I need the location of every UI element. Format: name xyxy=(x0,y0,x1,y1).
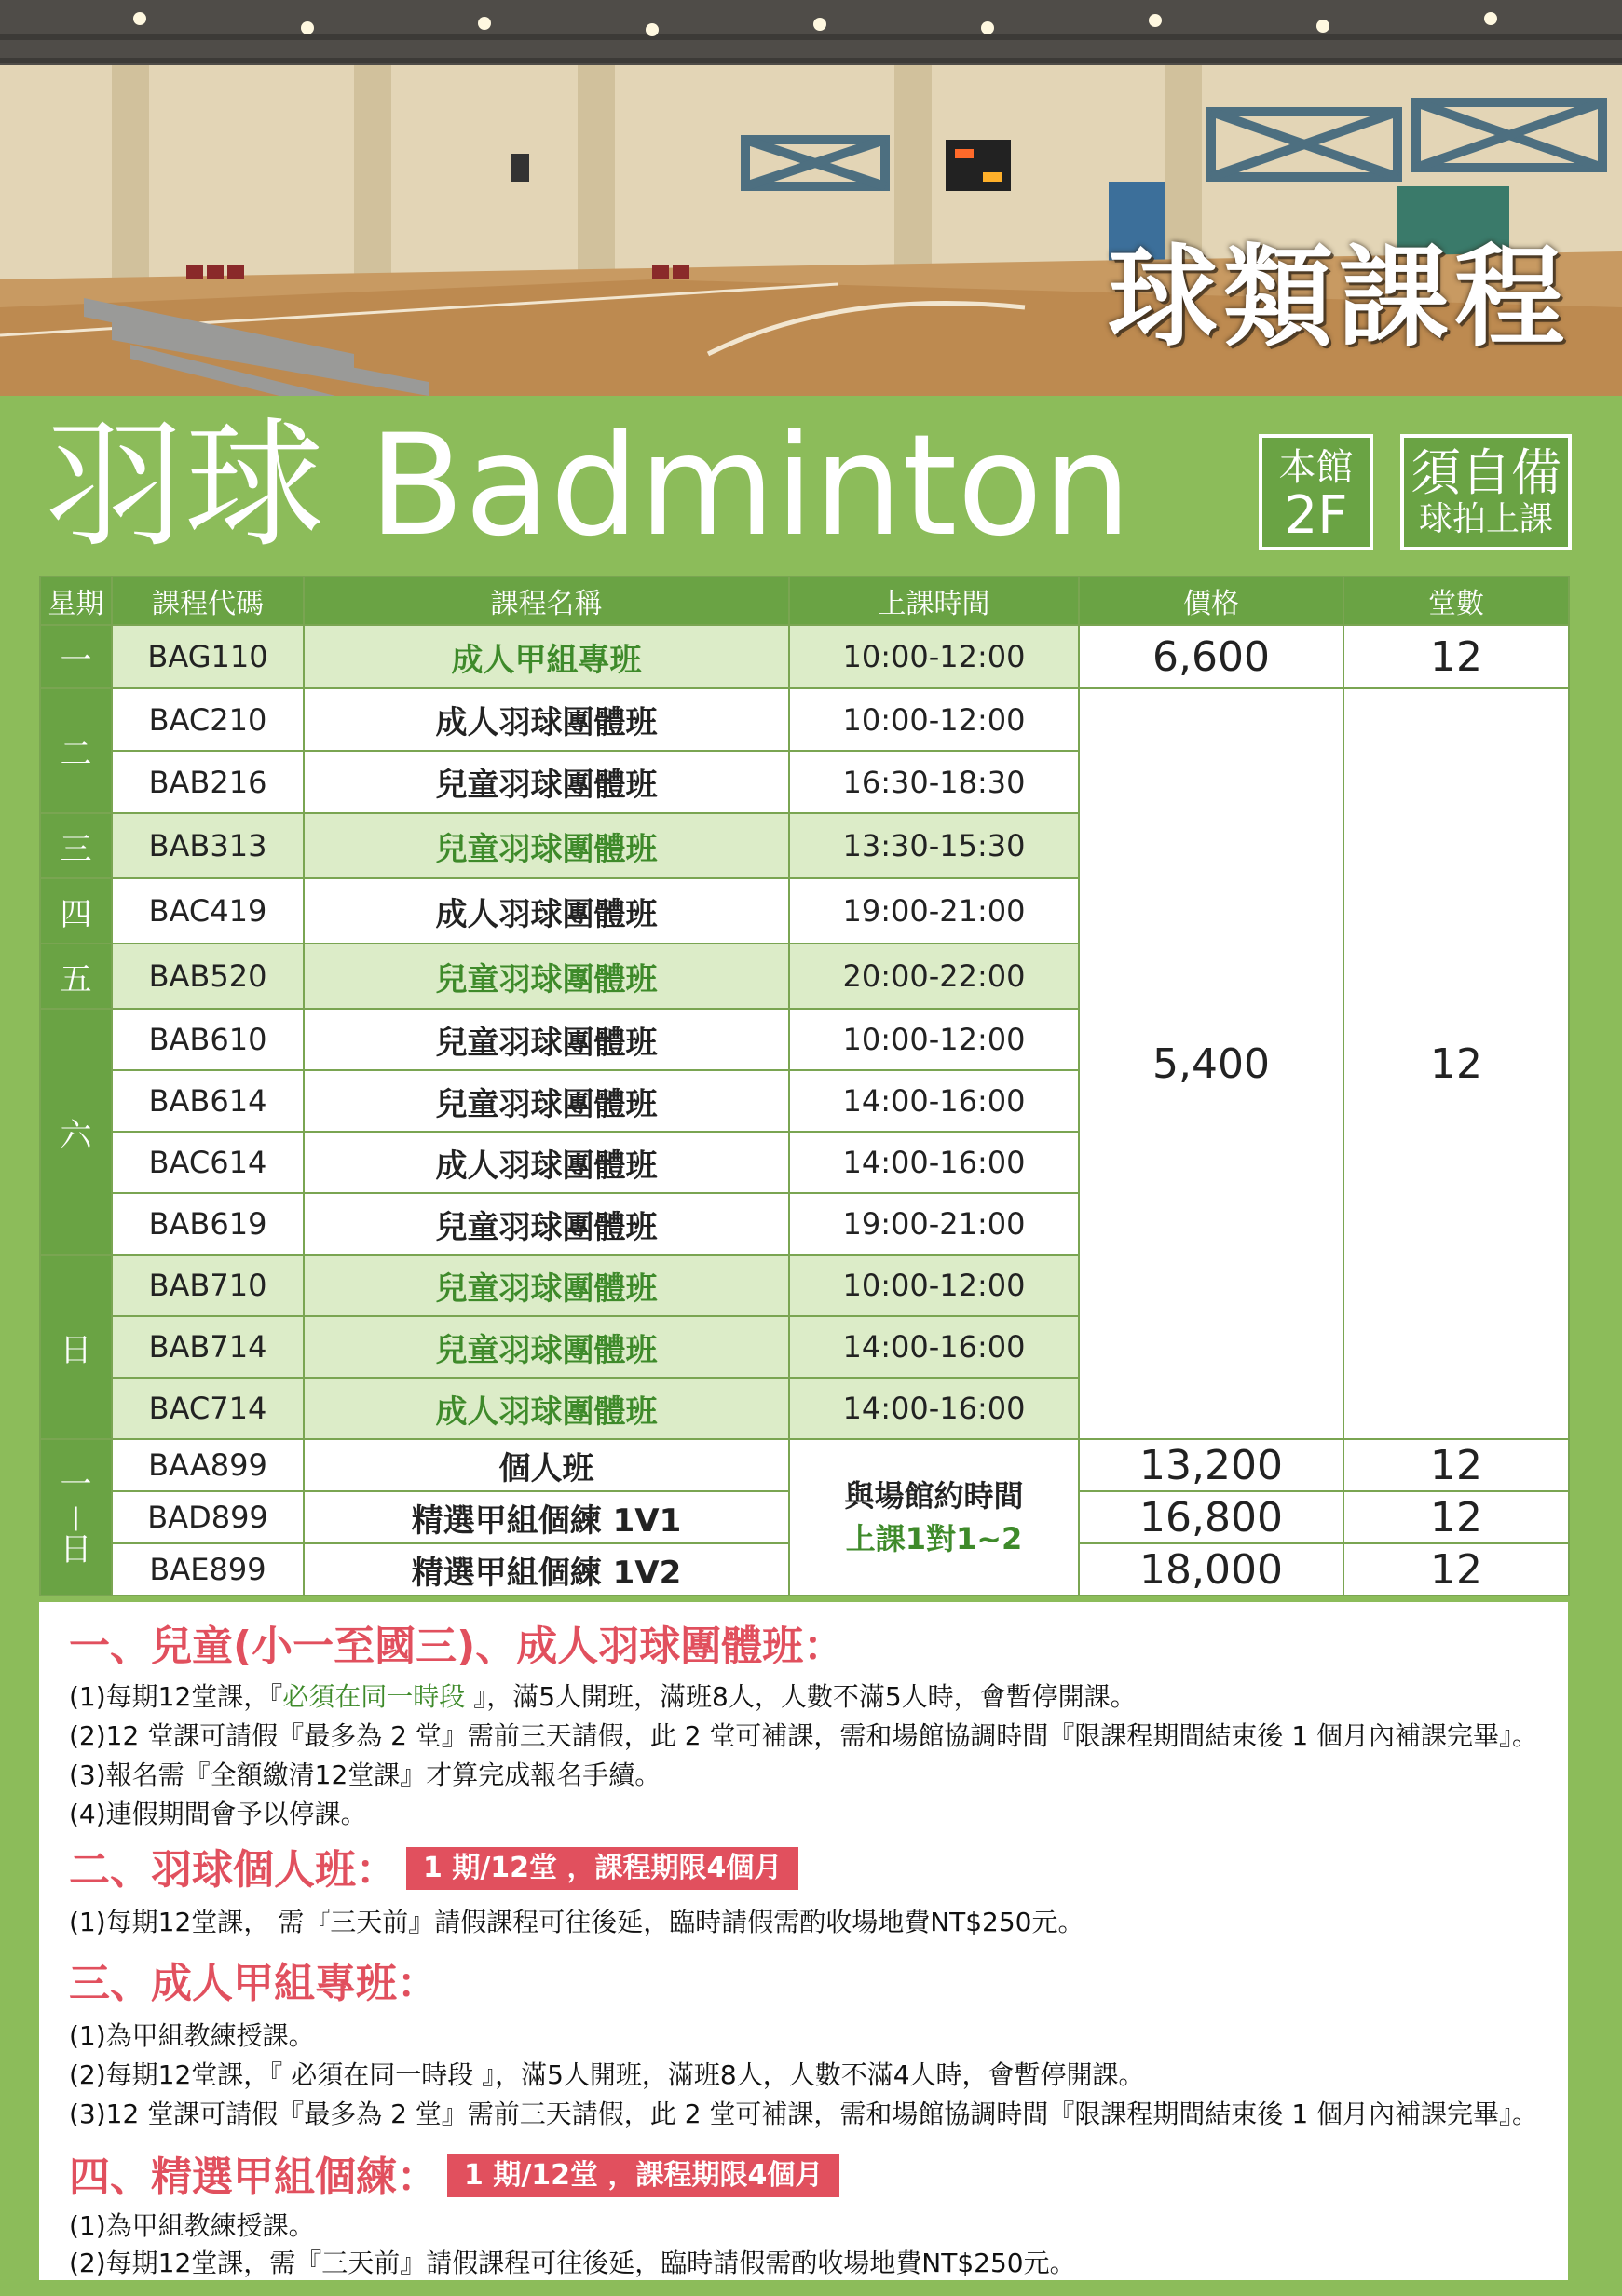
racket-tag xyxy=(1400,434,1572,550)
day-cell-sat: 六 xyxy=(40,1009,112,1255)
schedule-table xyxy=(39,576,1570,1596)
notes-s4-item2: (2)每期12堂課，需『三天前』請假課程可往後延，臨時請假需酌收場地費NT$250元。 xyxy=(69,2248,1076,2278)
notes-s1-item4: (4)連假期間會予以停課。 xyxy=(69,1799,367,1829)
notes-s1-title: 一、兒童(小一至國三)、成人羽球團體班： xyxy=(69,1623,845,1670)
course-name: 兒童羽球團體班 xyxy=(304,1193,789,1255)
course-code: BAC714 xyxy=(112,1378,304,1439)
notes-s1-item2: (2)12 堂課可請假『最多為 2 堂』需前三天請假，此 2 堂可補課，需和場館協調時間『限課程期間結束後 1 個月內補課完畢』。 xyxy=(69,1720,1539,1751)
notes-s1-item1 xyxy=(69,1678,1137,1716)
notes-s2-badge: 1 期/12堂 ，課程期限4個月 xyxy=(406,1847,798,1890)
day-cell-thu: 四 xyxy=(40,878,112,944)
notes-s2-item1: (1)每期12堂課， 需『三天前』請假課程可往後延，臨時請假需酌收場地費NT$250元。 xyxy=(69,1907,1084,1937)
notes-section xyxy=(39,1602,1568,2280)
header-time: 上課時間 xyxy=(789,577,1079,625)
course-time: 10:00-12:00 xyxy=(789,1009,1079,1070)
group-price: 5,400 xyxy=(1079,688,1343,1439)
header-day: 星期 xyxy=(40,577,112,625)
floor-tag xyxy=(1259,434,1373,550)
table-row xyxy=(40,625,1569,688)
course-code: BAC210 xyxy=(112,688,304,751)
racket-tag-line1: 須自備 xyxy=(1411,443,1561,502)
racket-tag-line2: 球拍上課 xyxy=(1418,500,1553,538)
course-time: 10:00-12:00 xyxy=(789,625,1079,688)
notes-s3-item3: (3)12 堂課可請假『最多為 2 堂』需前三天請假，此 2 堂可補課，需和場館協調時間『限課程期間結束後 1 個月內補課完畢』。 xyxy=(69,2099,1539,2129)
notes-s1-item3: (3)報名需『全額繳清12堂課』才算完成報名手續。 xyxy=(69,1759,661,1790)
course-time: 10:00-12:00 xyxy=(789,1255,1079,1316)
course-name: 成人羽球團體班 xyxy=(304,1378,789,1439)
course-name: 兒童羽球團體班 xyxy=(304,1316,789,1378)
notes-s4-badge: 1 期/12堂 ，課程期限4個月 xyxy=(447,2154,839,2197)
floor-tag-line1: 本館 xyxy=(1278,446,1354,489)
course-time: 19:00-21:00 xyxy=(789,1193,1079,1255)
day-range-divider: | xyxy=(72,1503,80,1531)
course-name: 精選甲組個練 1V1 xyxy=(304,1491,789,1543)
course-name: 精選甲組個練 1V2 xyxy=(304,1543,789,1596)
course-name: 個人班 xyxy=(304,1439,789,1491)
appointment-cell xyxy=(789,1439,1079,1596)
notes-s3-item1: (1)為甲組教練授課。 xyxy=(69,2020,315,2051)
course-time: 14:00-16:00 xyxy=(789,1070,1079,1132)
course-name: 兒童羽球團體班 xyxy=(304,1070,789,1132)
table-row xyxy=(40,688,1569,751)
course-time: 14:00-16:00 xyxy=(789,1132,1079,1193)
day-cell-wed: 三 xyxy=(40,813,112,878)
course-count: 12 xyxy=(1343,1543,1569,1596)
course-code: BAB614 xyxy=(112,1070,304,1132)
course-name: 成人甲組專班 xyxy=(304,625,789,688)
course-time: 10:00-12:00 xyxy=(789,688,1079,751)
header-price: 價格 xyxy=(1079,577,1343,625)
course-name: 兒童羽球團體班 xyxy=(304,751,789,813)
banner-title: 球類課程 xyxy=(1107,233,1570,361)
course-name: 兒童羽球團體班 xyxy=(304,944,789,1009)
notes-s2-title-text: 二、羽球個人班： xyxy=(69,1846,397,1894)
course-code: BAB710 xyxy=(112,1255,304,1316)
notes-s3-item2: (2)每期12堂課，『 必須在同一時段 』，滿5人開班，滿班8人，人數不滿4人時，會暫停開課。 xyxy=(69,2059,1145,2090)
course-count: 12 xyxy=(1343,1491,1569,1543)
course-code: BAG110 xyxy=(112,625,304,688)
notes-s1-item1-highlight: 必須在同一時段 xyxy=(282,1681,466,1712)
header-code: 課程代碼 xyxy=(112,577,304,625)
course-code: BAC614 xyxy=(112,1132,304,1193)
course-code: BAD899 xyxy=(112,1491,304,1543)
course-count: 12 xyxy=(1343,1439,1569,1491)
appointment-line2: 上課1對1~2 xyxy=(845,1521,1023,1556)
course-name: 兒童羽球團體班 xyxy=(304,1255,789,1316)
course-time: 16:30-18:30 xyxy=(789,751,1079,813)
day-range-part: 日 xyxy=(60,1531,92,1569)
day-range-part: 一 xyxy=(60,1466,92,1503)
course-code: BAC419 xyxy=(112,878,304,944)
course-count: 12 xyxy=(1343,625,1569,688)
course-code: BAB520 xyxy=(112,944,304,1009)
day-cell-sun: 日 xyxy=(40,1255,112,1439)
day-cell-fri: 五 xyxy=(40,944,112,1009)
notes-s3-title: 三、成人甲組專班： xyxy=(69,1960,438,2007)
table-header-row xyxy=(40,577,1569,625)
notes-s4-item1: (1)為甲組教練授課。 xyxy=(69,2210,315,2241)
course-code: BAB714 xyxy=(112,1316,304,1378)
notes-s1-item1-b: 』，滿5人開班，滿班8人，人數不滿5人時，會暫停開課。 xyxy=(465,1681,1137,1712)
day-range-label xyxy=(61,1464,92,1570)
header-name: 課程名稱 xyxy=(304,577,789,625)
course-time: 14:00-16:00 xyxy=(789,1378,1079,1439)
course-code: BAB313 xyxy=(112,813,304,878)
header-count: 堂數 xyxy=(1343,577,1569,625)
course-time: 13:30-15:30 xyxy=(789,813,1079,878)
banner-photo xyxy=(0,0,1622,396)
page-title: 羽球 Badminton xyxy=(45,405,1132,567)
notes-s4-title xyxy=(69,2152,839,2204)
notes-s1-item1-a: (1)每期12堂課，『 xyxy=(69,1681,283,1712)
course-time: 19:00-21:00 xyxy=(789,878,1079,944)
course-price: 6,600 xyxy=(1079,625,1343,688)
day-cell-tue: 二 xyxy=(40,688,112,813)
day-cell-mon: 一 xyxy=(40,625,112,688)
day-cell-mon-sun xyxy=(40,1439,112,1596)
course-name: 兒童羽球團體班 xyxy=(304,1009,789,1070)
course-name: 兒童羽球團體班 xyxy=(304,813,789,878)
appointment-line1: 與場館約時間 xyxy=(844,1478,1024,1514)
course-time: 20:00-22:00 xyxy=(789,944,1079,1009)
table-row xyxy=(40,1439,1569,1491)
notes-s2-title xyxy=(69,1844,798,1896)
course-code: BAB619 xyxy=(112,1193,304,1255)
course-code: BAB216 xyxy=(112,751,304,813)
course-time: 14:00-16:00 xyxy=(789,1316,1079,1378)
notes-s4-title-text: 四、精選甲組個練： xyxy=(69,2153,438,2201)
course-price: 16,800 xyxy=(1079,1491,1343,1543)
course-code: BAE899 xyxy=(112,1543,304,1596)
course-name: 成人羽球團體班 xyxy=(304,878,789,944)
course-name: 成人羽球團體班 xyxy=(304,1132,789,1193)
course-name: 成人羽球團體班 xyxy=(304,688,789,751)
course-price: 18,000 xyxy=(1079,1543,1343,1596)
floor-tag-line2: 2F xyxy=(1284,485,1348,546)
group-count: 12 xyxy=(1343,688,1569,1439)
course-price: 13,200 xyxy=(1079,1439,1343,1491)
course-code: BAA899 xyxy=(112,1439,304,1491)
course-code: BAB610 xyxy=(112,1009,304,1070)
